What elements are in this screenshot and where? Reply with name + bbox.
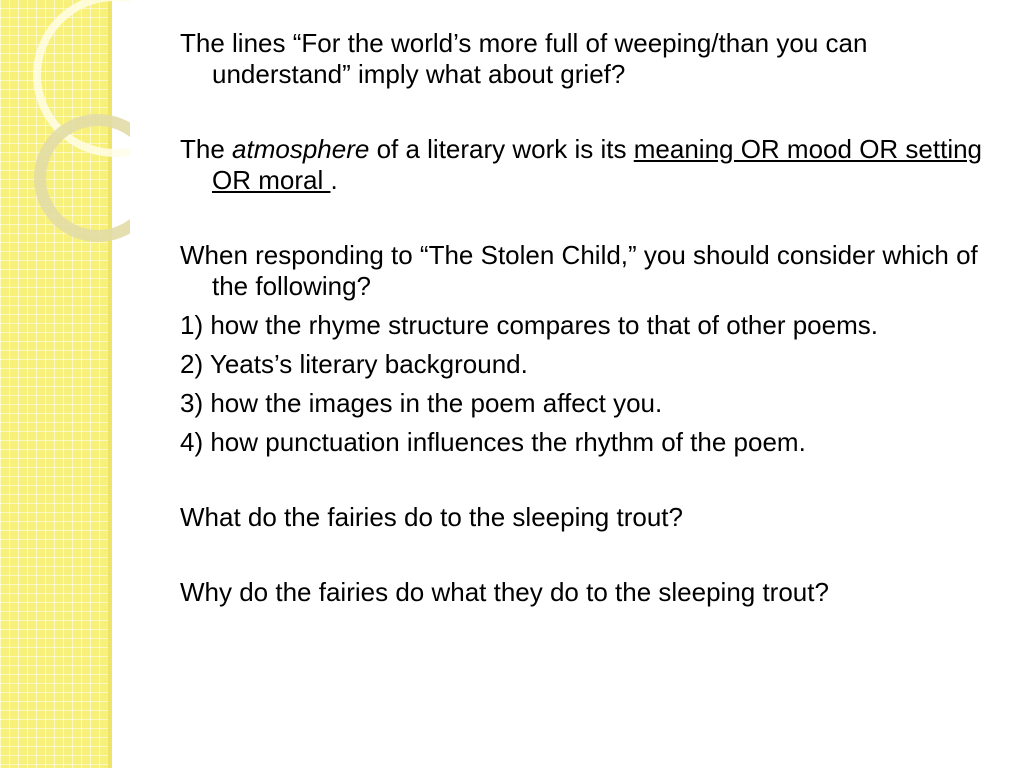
slide-content [180, 28, 1000, 608]
question-fairies-what: What do the fairies do to the sleeping trout? [180, 502, 683, 532]
atmosphere-choices: meaning OR mood OR setting OR moral [212, 134, 983, 195]
decorative-rings [0, 0, 130, 260]
atmosphere-middle: of a literary work is its [369, 134, 634, 164]
option-3: 3) how the images in the poem affect you. [180, 388, 663, 418]
upper-ring [37, 0, 130, 153]
question-stolen-child: When responding to “The Stolen Child,” you should consider which of the following? [180, 240, 978, 301]
lower-ring [40, 120, 130, 236]
atmosphere-prefix: The [180, 134, 233, 164]
question-grief: The lines “For the world’s more full of weeping/than you can understand” imply what about grief? [180, 28, 868, 89]
question-fairies-why: Why do the fairies do what they do to the sleeping trout? [180, 577, 829, 607]
question-atmosphere [180, 134, 1000, 196]
option-2: 2) Yeats’s literary background. [180, 349, 528, 379]
option-4: 4) how punctuation influences the rhythm of the poem. [180, 427, 806, 457]
option-1: 1) how the rhyme structure compares to that of other poems. [180, 310, 878, 340]
atmosphere-term: atmosphere [232, 134, 370, 164]
atmosphere-suffix: . [330, 165, 338, 195]
